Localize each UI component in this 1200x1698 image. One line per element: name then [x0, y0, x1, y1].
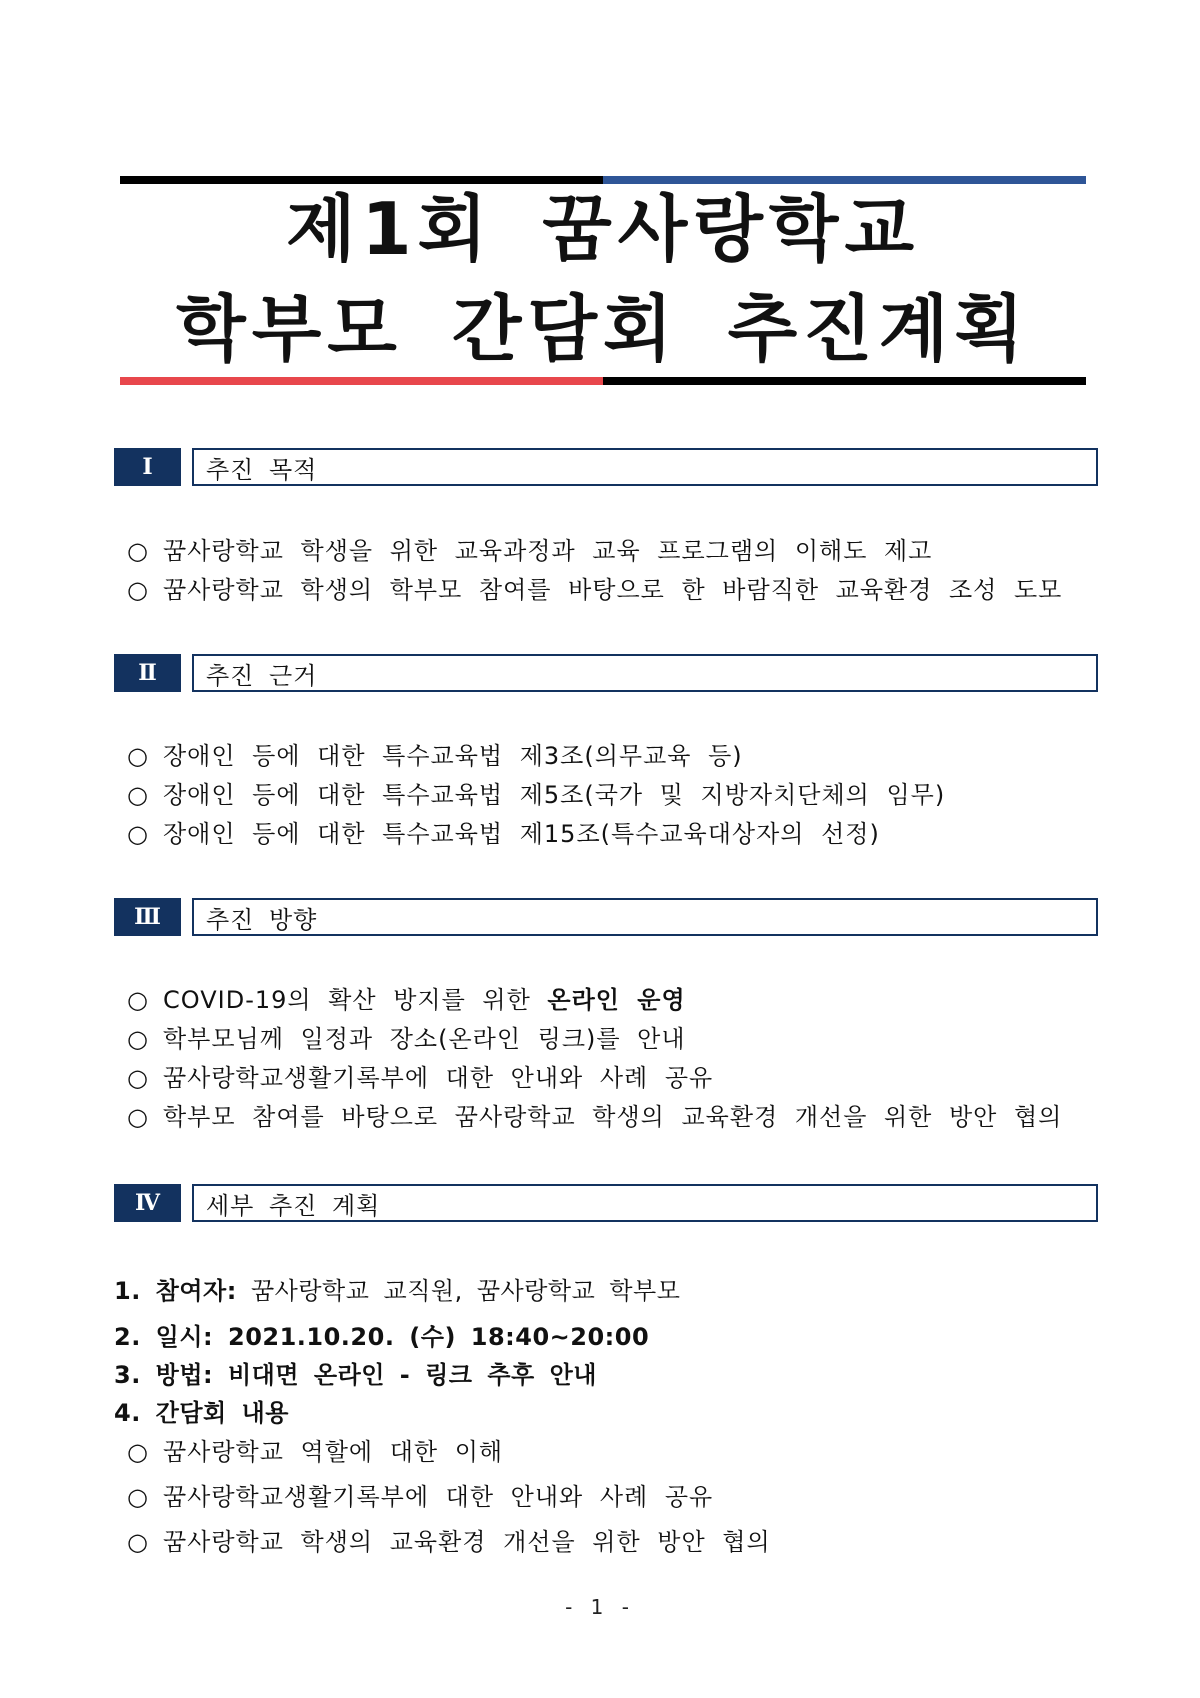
section-number: Ⅲ — [114, 898, 181, 936]
section-title: 추진 근거 — [192, 654, 1098, 692]
circle-bullet-icon: ○ — [127, 781, 149, 809]
plan-participants: 1. 참여자: 꿈사랑학교 교직원, 꿈사랑학교 학부모 — [114, 1277, 681, 1305]
rule-blue-segment — [603, 176, 1086, 184]
list-item: ○ 학부모님께 일정과 장소(온라인 링크)를 안내 — [127, 1025, 686, 1053]
section-number: Ⅰ — [114, 448, 181, 486]
section-header-4 — [114, 1184, 1086, 1222]
list-item: ○ 장애인 등에 대한 특수교육법 제3조(의무교육 등) — [127, 742, 743, 770]
circle-bullet-icon: ○ — [127, 742, 149, 770]
section-header-1 — [114, 448, 1086, 486]
document-title-line-1: 제1회 꿈사랑학교 — [285, 187, 921, 271]
section-title: 추진 방향 — [192, 898, 1098, 936]
plan-contents-heading: 4. 간담회 내용 — [114, 1399, 289, 1427]
list-item: ○ COVID-19의 확산 방지를 위한 온라인 운영 — [127, 986, 686, 1014]
section-title: 추진 목적 — [192, 448, 1098, 486]
title-bottom-rule — [120, 377, 1086, 385]
circle-bullet-icon: ○ — [127, 537, 149, 565]
circle-bullet-icon: ○ — [127, 576, 149, 604]
circle-bullet-icon: ○ — [127, 1064, 149, 1092]
list-item: ○ 꿈사랑학교생활기록부에 대한 안내와 사례 공유 — [127, 1064, 714, 1092]
list-item: ○ 장애인 등에 대한 특수교육법 제15조(특수교육대상자의 선정) — [127, 820, 880, 848]
section-number: Ⅱ — [114, 654, 181, 692]
title-top-rule — [120, 176, 1086, 184]
circle-bullet-icon: ○ — [127, 1483, 149, 1511]
rule-black-segment — [120, 176, 603, 184]
list-item: ○ 꿈사랑학교 학생을 위한 교육과정과 교육 프로그램의 이해도 제고 — [127, 537, 933, 565]
rule-black-segment — [603, 377, 1086, 385]
section-number: Ⅳ — [114, 1184, 181, 1222]
circle-bullet-icon: ○ — [127, 1103, 149, 1131]
section-header-3 — [114, 898, 1086, 936]
circle-bullet-icon: ○ — [127, 820, 149, 848]
page-number: - 1 - — [565, 1595, 635, 1619]
circle-bullet-icon: ○ — [127, 1528, 149, 1556]
plan-method: 3. 방법: 비대면 온라인 - 링크 추후 안내 — [114, 1361, 597, 1389]
list-item: ○ 꿈사랑학교 학생의 학부모 참여를 바탕으로 한 바람직한 교육환경 조성 도모 — [127, 576, 1063, 604]
list-item: ○ 학부모 참여를 바탕으로 꿈사랑학교 학생의 교육환경 개선을 위한 방안 협의 — [127, 1103, 1063, 1131]
list-item: ○ 꿈사랑학교 학생의 교육환경 개선을 위한 방안 협의 — [127, 1528, 771, 1556]
emphasis-text: 온라인 운영 — [547, 986, 686, 1014]
list-item: ○ 꿈사랑학교 역할에 대한 이해 — [127, 1438, 504, 1466]
circle-bullet-icon: ○ — [127, 986, 149, 1014]
rule-red-segment — [120, 377, 603, 385]
list-item: ○ 꿈사랑학교생활기록부에 대한 안내와 사례 공유 — [127, 1483, 714, 1511]
circle-bullet-icon: ○ — [127, 1438, 149, 1466]
circle-bullet-icon: ○ — [127, 1025, 149, 1053]
plan-schedule: 2. 일시: 2021.10.20. (수) 18:40~20:00 — [114, 1323, 650, 1351]
document-title-line-2: 학부모 간담회 추진계획 — [176, 287, 1030, 371]
list-item: ○ 장애인 등에 대한 특수교육법 제5조(국가 및 지방자치단체의 임무) — [127, 781, 946, 809]
section-title: 세부 추진 계획 — [192, 1184, 1098, 1222]
section-header-2 — [114, 654, 1086, 692]
